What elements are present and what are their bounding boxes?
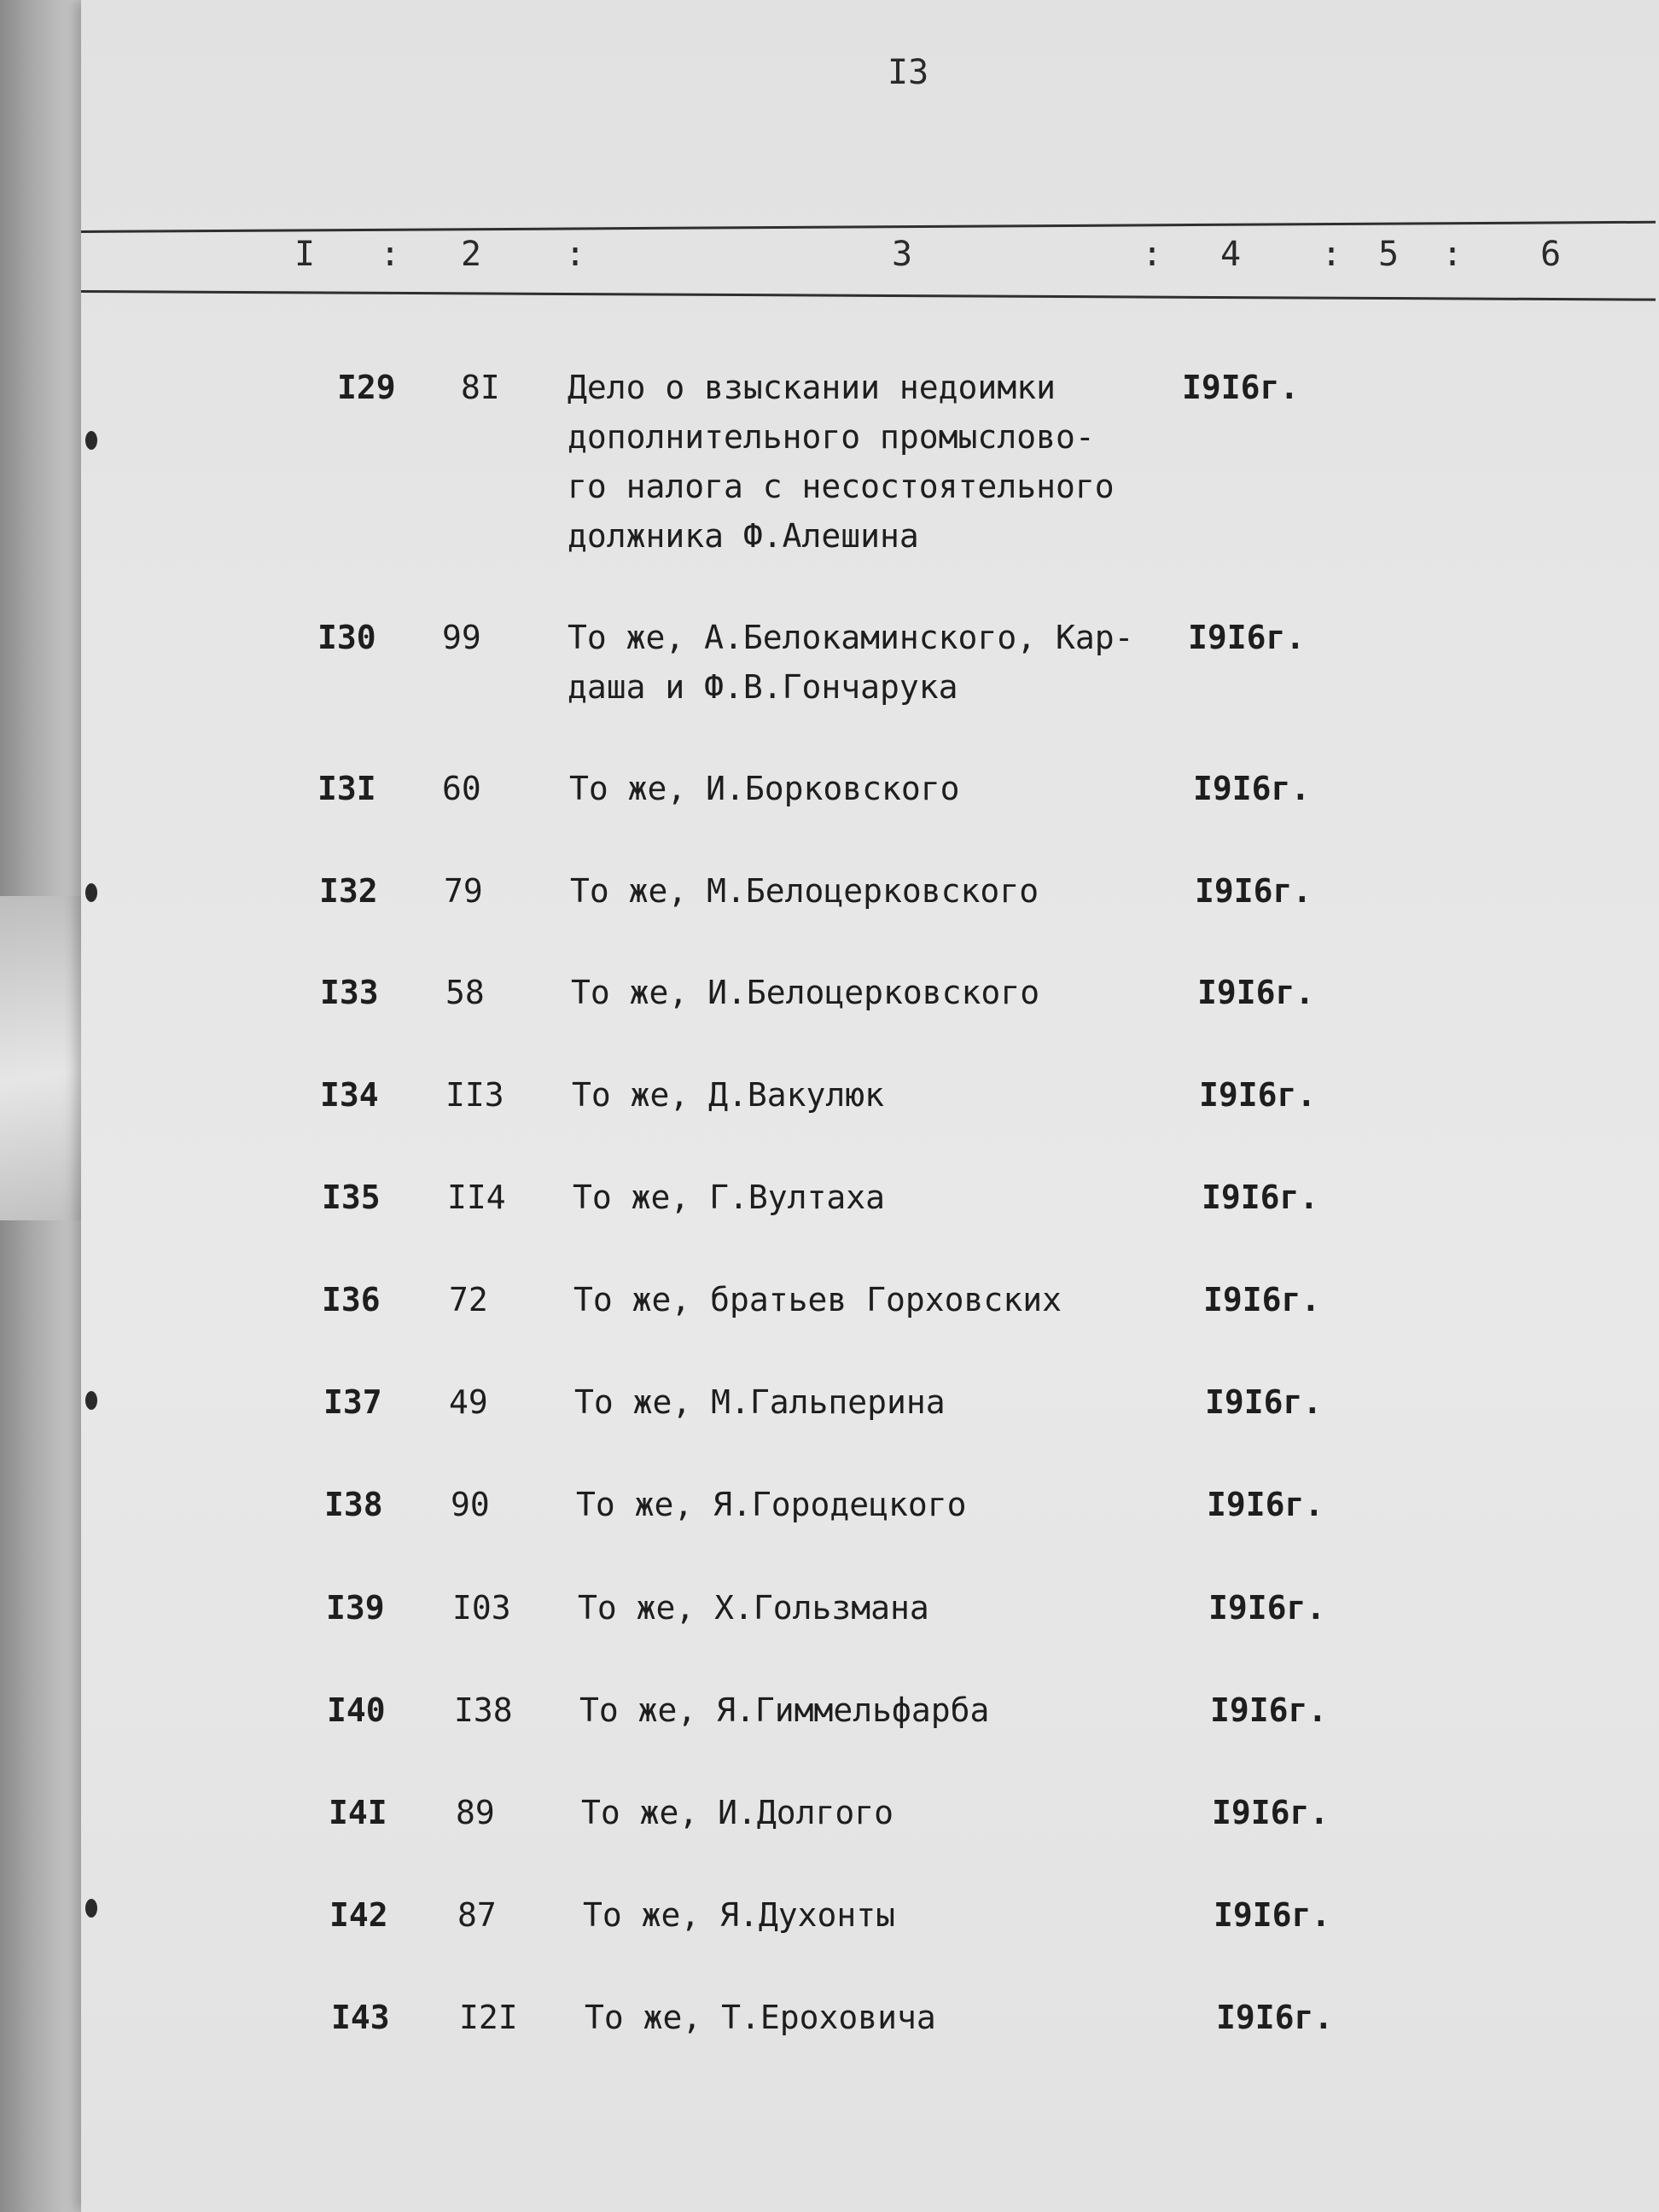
file-number: 58	[445, 974, 485, 1011]
file-year: I9I6г.	[1203, 1281, 1321, 1318]
column-header-4: 4	[1220, 235, 1242, 274]
file-number: 90	[451, 1486, 490, 1523]
column-separator: :	[1321, 235, 1342, 274]
column-header-2: 2	[461, 235, 482, 274]
file-year: I9I6г.	[1210, 1691, 1328, 1729]
column-header-1: I	[294, 235, 316, 274]
column-header-5: 5	[1378, 235, 1400, 274]
file-year: I9I6г.	[1208, 1589, 1326, 1627]
file-number: 87	[457, 1896, 497, 1934]
row-number: I35	[322, 1179, 381, 1216]
row-number: I38	[324, 1486, 383, 1523]
row-number: I32	[319, 872, 378, 910]
file-number: 8I	[461, 369, 500, 406]
column-separator: :	[1142, 235, 1163, 274]
row-number: I37	[323, 1383, 382, 1421]
row-number: I33	[320, 974, 379, 1011]
row-number: I43	[331, 1999, 390, 2036]
punch-hole-mark	[85, 1899, 97, 1918]
file-number: 89	[456, 1794, 495, 1831]
row-number: I30	[317, 619, 376, 656]
file-year: I9I6г.	[1188, 619, 1306, 656]
file-year: I9I6г.	[1199, 1076, 1317, 1114]
file-title: Дело о взыскании недоимки дополнительного промыслово- го налога с несостоятельного должника Ф.Алешина	[568, 369, 1115, 555]
file-title: То же, Д.Вакулюк	[572, 1076, 885, 1114]
paper-fold	[0, 896, 94, 1220]
file-title: То же, Я.Духонты	[583, 1896, 896, 1934]
file-number: 79	[444, 872, 483, 910]
page-number: I3	[888, 53, 929, 92]
row-number: I29	[337, 369, 396, 406]
file-year: I9I6г.	[1207, 1486, 1324, 1523]
file-number: II4	[447, 1179, 506, 1216]
file-number: II3	[445, 1076, 504, 1114]
file-number: I2I	[459, 1999, 518, 2036]
file-title: То же, братьев Горховских	[573, 1281, 1062, 1318]
file-year: I9I6г.	[1195, 872, 1313, 910]
file-title: То же, И.Борковского	[569, 770, 960, 807]
row-number: I42	[329, 1896, 388, 1934]
file-number: 99	[442, 619, 481, 656]
row-number: I36	[322, 1281, 381, 1318]
row-number: I34	[320, 1076, 379, 1114]
column-header-3: 3	[892, 235, 913, 274]
file-number: 72	[449, 1281, 488, 1318]
punch-hole-mark	[85, 431, 97, 450]
row-number: I3I	[317, 770, 376, 807]
file-title: То же, Я.Городецкого	[576, 1486, 967, 1523]
file-title: То же, Я.Гиммельфарба	[579, 1691, 990, 1729]
file-title: То же, Т.Ероховича	[585, 1999, 936, 2036]
column-separator: :	[380, 235, 401, 274]
column-separator: :	[565, 235, 586, 274]
file-number: 60	[442, 770, 481, 807]
column-separator: :	[1442, 235, 1464, 274]
file-title: То же, М.Белоцерковского	[570, 872, 1039, 910]
row-number: I39	[326, 1589, 385, 1627]
file-title: То же, Г.Вултаха	[573, 1179, 886, 1216]
punch-hole-mark	[85, 1391, 97, 1410]
file-title: То же, А.Белокаминского, Кар- даша и Ф.В.Гончарука	[568, 619, 1134, 706]
file-title: То же, М.Гальперина	[574, 1383, 946, 1421]
file-year: I9I6г.	[1197, 974, 1315, 1011]
file-number: I03	[452, 1589, 511, 1627]
file-title: То же, И.Долгого	[581, 1794, 894, 1831]
punch-hole-mark	[85, 883, 97, 902]
file-year: I9I6г.	[1202, 1179, 1319, 1216]
column-header-6: 6	[1540, 235, 1562, 274]
file-year: I9I6г.	[1214, 1896, 1331, 1934]
file-year: I9I6г.	[1212, 1794, 1330, 1831]
file-year: I9I6г.	[1205, 1383, 1323, 1421]
file-title: То же, Х.Гользмана	[578, 1589, 929, 1627]
row-number: I4I	[329, 1794, 387, 1831]
file-year: I9I6г.	[1216, 1999, 1334, 2036]
row-number: I40	[327, 1691, 386, 1729]
file-title: То же, И.Белоцерковского	[571, 974, 1040, 1011]
file-number: 49	[449, 1383, 488, 1421]
file-year: I9I6г.	[1182, 369, 1300, 406]
file-number: I38	[454, 1691, 513, 1729]
file-year: I9I6г.	[1193, 770, 1311, 807]
